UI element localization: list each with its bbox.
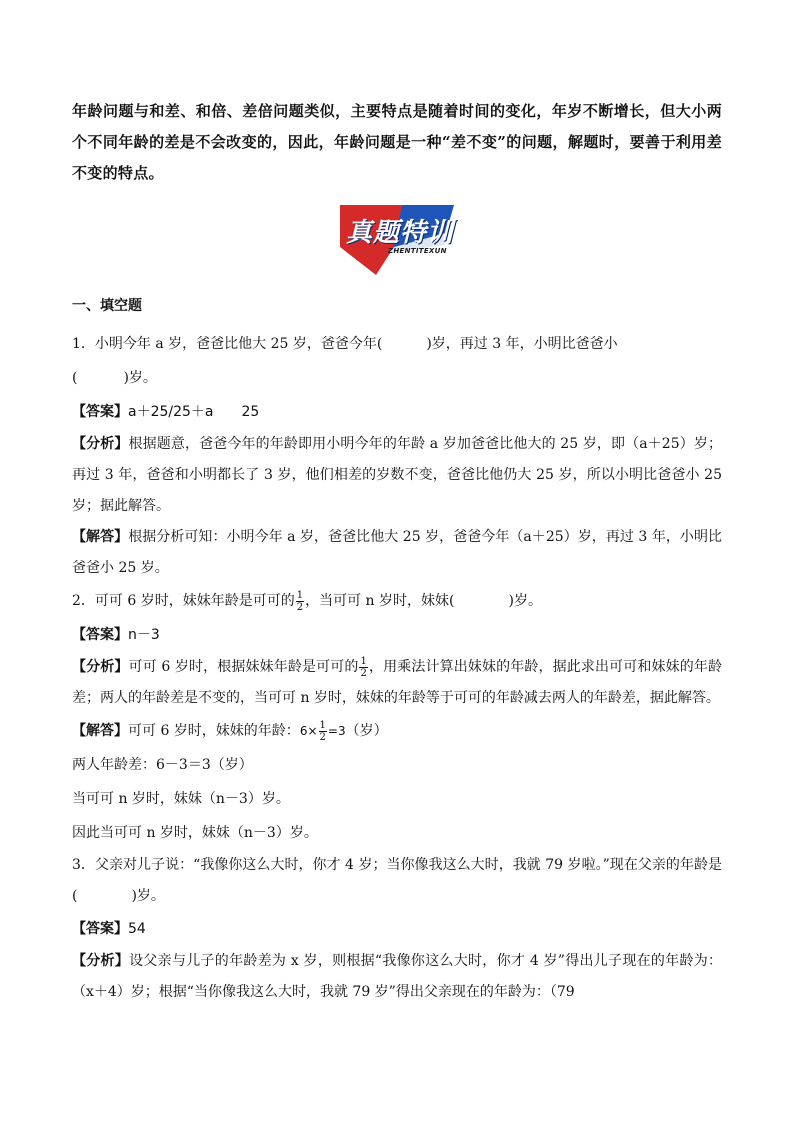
section-title: 一、填空题	[72, 298, 142, 314]
q1-stem: 1．小明今年 a 岁，爸爸比他大 25 岁，爸爸今年( )岁，再过 3 年，小明比爸爸小	[72, 336, 618, 352]
q2-solution: 【解答】可可 6 岁时，妹妹的年龄：6× $\frac{1}{2}$ =3（岁）	[72, 719, 388, 743]
q2-step-3: 因此当可可 n 岁时，妹妹（n－3）岁。	[72, 825, 318, 841]
q2-stem: 2．可可 6 岁时，妹妹年龄是可可的 $\frac{1}{2}$ ，当可可 n 岁时，妹妹( )岁。	[72, 589, 542, 613]
q1-analysis: 【分析】根据题意，爸爸今年的年龄即用小明今年的年龄 a 岁加爸爸比他大的 25 岁，即（a＋25）岁；再过 3 年，爸爸和小明都长了 3 岁，他们相差的岁数不变，爸爸比他仍大 25 岁，所以小明比爸爸小 25 岁；据此解答。	[72, 436, 723, 514]
q1-solution: 【解答】根据分析可知：小明今年 a 岁，爸爸比他大 25 岁，爸爸今年（a＋25）岁，再过 3 年，小明比爸爸小 25 岁。	[72, 529, 723, 576]
q2-answer: 【答案】n－3	[72, 627, 160, 643]
q2-step-1: 两人年龄差：6－3＝3（岁）	[72, 757, 253, 773]
logo-sub-text: ZHENTITEXUN	[388, 247, 447, 255]
intro-paragraph: 年龄问题与和差、和倍、差倍问题类似，主要特点是随着时间的变化，年岁不断增长，但大小两个不同年龄的差是不会改变的，因此，年龄问题是一种“差不变”的问题，解题时，要善于利用差不变的特点。	[72, 102, 722, 182]
logo-container	[72, 203, 722, 277]
q3-stem: 3．父亲对儿子说：“我像你这么大时，你才 4 岁；当你像我这么大时，我就 79 岁啦。”现在父亲的年龄是( )岁。	[72, 857, 722, 904]
zhentitexun-logo	[336, 203, 458, 277]
document-page	[72, 96, 722, 1008]
q3-analysis: 【分析】设父亲与儿子的年龄差为 x 岁，则根据“我像你这么大时，你才 4 岁”得出儿子现在的年龄为：（x＋4）岁；根据“当你像我这么大时，我就 79 岁”得出父亲现在的年龄为：（79	[72, 953, 723, 1000]
q2-fraction: $\frac{1}{2}$	[296, 589, 304, 613]
logo-main-text: 真题特训	[346, 218, 455, 248]
q1-stem-line2: ( )岁。	[72, 370, 157, 386]
q1-answer: 【答案】a＋25/25＋a 25	[72, 404, 260, 420]
q2-solution-fraction: $\frac{1}{2}$	[319, 719, 326, 743]
q3-answer: 【答案】54	[72, 921, 146, 937]
q2-analysis: 【分析】可可 6 岁时，根据妹妹年龄是可可的 $\frac{1}{2}$ ，用乘法计算出妹妹的年龄，据此求出可可和妹妹的年龄差；两人的年龄差是不变的，当可可 n 岁时，妹妹的年龄等于可可的年龄减去两人的年龄差，据此解答。	[72, 655, 723, 706]
q2-analysis-fraction: $\frac{1}{2}$	[360, 655, 367, 679]
q2-step-2: 当可可 n 岁时，妹妹（n－3）岁。	[72, 791, 290, 807]
